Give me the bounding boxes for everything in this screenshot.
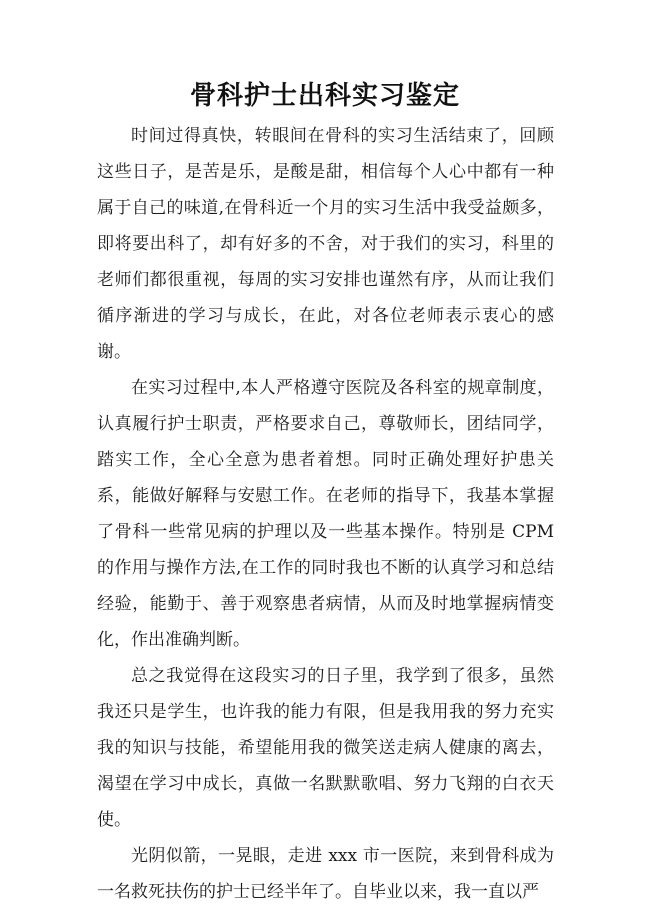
paragraph-1: 时间过得真快，转眼间在骨科的实习生活结束了，回顾这些日子，是苦是乐，是酸是甜，相信每个人心中都有一种属于自己的味道,在骨科近一个月的实习生活中我受益颇多，即将要出科了，却有好多的不舍，对于我们的实习，科里的老师们都很重视，每周的实习安排也谨然有序，从而让我们循序渐进的学习与成长，在此，对各位老师表示衷心的感谢。 — [97, 126, 554, 362]
document-title: 骨科护士出科实习鉴定 — [189, 81, 460, 111]
document-body — [97, 118, 554, 910]
paragraph-4: 光阴似箭，一晃眼，走进 xxx 市一医院，来到骨科成为一名救死扶伤的护士已经半年了。自毕业以来，我一直以严 — [97, 846, 554, 902]
paragraph-3: 总之我觉得在这段实习的日子里，我学到了很多，虽然我还只是学生，也许我的能力有限，但是我用我的努力充实我的知识与技能，希望能用我的微笑送走病人健康的离去，渴望在学习中成长，真做一名默默歌唱、努力飞翔的白衣天使。 — [97, 666, 554, 830]
paragraph-2: 在实习过程中,本人严格遵守医院及各科室的规章制度，认真履行护士职责，严格要求自己，尊敬师长，团结同学，踏实工作，全心全意为患者着想。同时正确处理好护患关系，能做好解释与安慰工作。在老师的指导下，我基本掌握了骨科一些常见病的护理以及一些基本操作。特别是 CPM 的作用与操作方法,在工作的同时我也不断的认真学习和总结经验，能勤于、善于观察患者病情，从而及时地掌握病情变化，作出准确判断。 — [97, 378, 554, 650]
